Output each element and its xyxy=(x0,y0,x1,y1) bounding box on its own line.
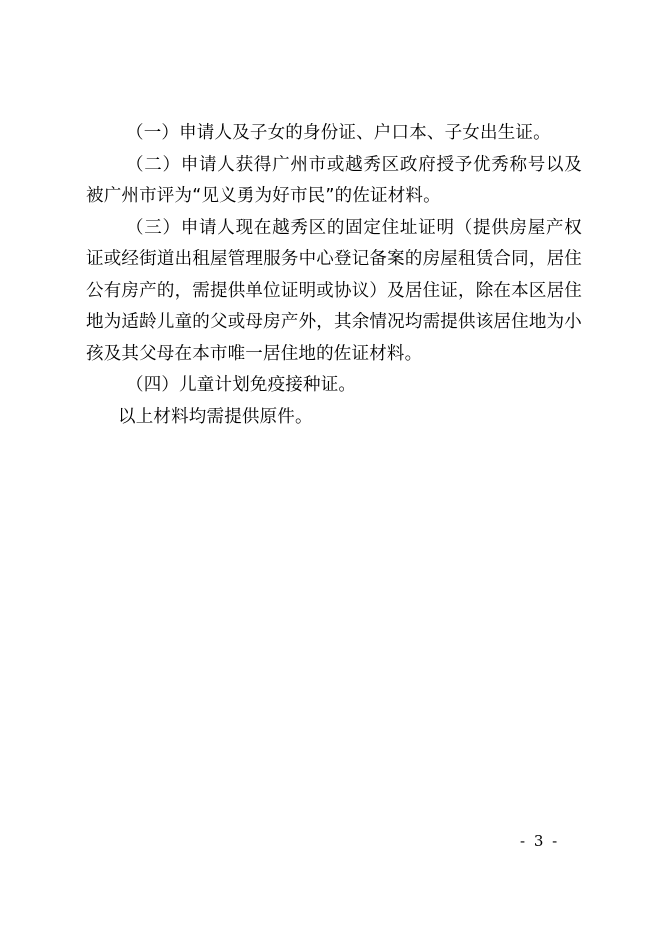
paragraph-item-4: （四）儿童计划免疫接种证。 xyxy=(126,375,357,395)
paragraph-closing-note: 以上材料均需提供原件。 xyxy=(118,406,313,427)
paragraph-item-2: （二）申请人获得广州市或越秀区政府授予优秀称号以及被广州市评为“见义勇为好市民”的佐证材料。 xyxy=(86,154,582,206)
paragraph-item-3: （三）申请人现在越秀区的固定住址证明（提供房屋产权证或经街道出租屋管理服务中心登记备案的房屋租赁合同，居住公有房产的，需提供单位证明或协议）及居住证，除在本区居住地为适龄儿童的父或母房产外，其余情况均需提供该居住地为小孩及其父母在本市唯一居住地的佐证材料。 xyxy=(86,217,582,364)
document-body xyxy=(86,118,582,433)
paragraph-item-1: （一）申请人及子女的身份证、户口本、子女出生证。 xyxy=(126,123,551,143)
page-number: - 3 - xyxy=(520,832,560,850)
